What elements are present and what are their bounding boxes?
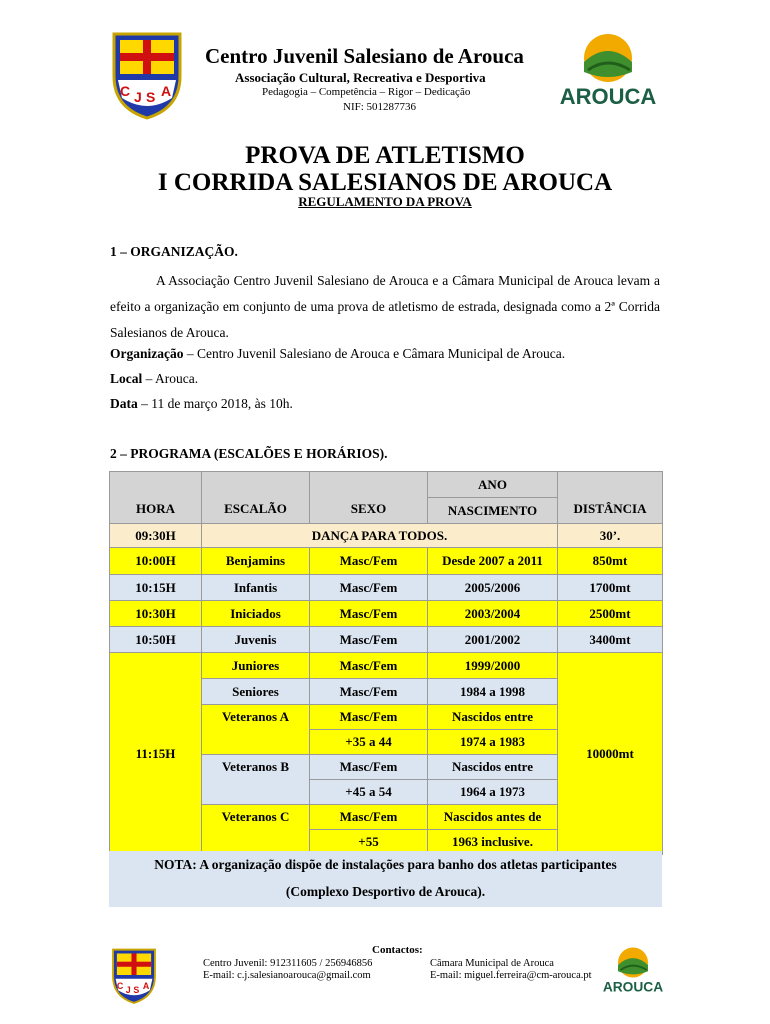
vetB-sexo1: Masc/Fem <box>310 755 428 780</box>
cjsa-crest-logo <box>106 28 188 120</box>
cell-ano: 2003/2004 <box>428 601 558 627</box>
vetA-ano2: 1974 a 1983 <box>428 730 558 755</box>
svg-text:J: J <box>125 984 131 995</box>
org-value: – Centro Juvenil Salesiano de Arouca e Câmara Municipal de Arouca. <box>183 346 566 361</box>
header-distancia: DISTÂNCIA <box>558 472 663 524</box>
cell-ano: 2001/2002 <box>428 627 558 653</box>
note-line1: NOTA: A organização dispõe de instalações para banho dos atletas participantes <box>154 857 617 872</box>
table-row <box>110 601 663 627</box>
arouca-footer-logo <box>598 944 668 996</box>
footer-contacts-label: Contactos: <box>372 944 423 956</box>
section2-heading: 2 – PROGRAMA (ESCALÕES E HORÁRIOS). <box>110 446 388 461</box>
footer-cm-name: Câmara Municipal de Arouca <box>430 958 554 969</box>
doc-title-line1: PROVA DE ATLETISMO <box>245 142 525 169</box>
header-sexo: SEXO <box>310 472 428 524</box>
cell-escalao: Iniciados <box>202 601 310 627</box>
seniores-sexo: Masc/Fem <box>310 679 428 705</box>
header-escalao: ESCALÃO <box>202 472 310 524</box>
svg-text:A: A <box>161 83 172 99</box>
vetB-ano2: 1964 a 1973 <box>428 780 558 805</box>
note-line2: (Complexo Desportivo de Arouca). <box>285 884 486 899</box>
svg-text:AROUCA: AROUCA <box>602 979 664 995</box>
svg-text:C: C <box>120 83 131 99</box>
org-title: Centro Juvenil Salesiano de Arouca <box>205 44 524 68</box>
group-hora: 11:15H <box>110 653 202 855</box>
cell-hora: 10:30H <box>110 601 202 627</box>
svg-text:S: S <box>133 984 140 995</box>
date-label: Data <box>110 396 138 411</box>
vetA-escalao: Veteranos A <box>202 705 310 755</box>
svg-text:A: A <box>142 980 150 991</box>
table-row <box>110 548 663 575</box>
header-hora: HORA <box>110 472 202 524</box>
org-subtitle: Associação Cultural, Recreativa e Desportiva <box>235 70 486 85</box>
cell-hora: 10:15H <box>110 575 202 601</box>
juniores-sexo: Masc/Fem <box>310 653 428 679</box>
section1-heading: 1 – ORGANIZAÇÃO. <box>110 244 238 259</box>
row0-hora: 09:30H <box>110 524 202 548</box>
cell-escalao: Juvenis <box>202 627 310 653</box>
cell-dist: 3400mt <box>558 627 663 653</box>
vetA-ano1: Nascidos entre <box>428 705 558 730</box>
footer-cj-phone: Centro Juvenil: 912311605 / 256946856 <box>203 958 373 969</box>
vetC-escalao: Veteranos C <box>202 805 310 855</box>
cell-hora: 10:50H <box>110 627 202 653</box>
row0-desc: DANÇA PARA TODOS. <box>202 524 558 548</box>
cell-sexo: Masc/Fem <box>310 548 428 575</box>
cell-sexo: Masc/Fem <box>310 575 428 601</box>
svg-text:AROUCA: AROUCA <box>559 84 657 109</box>
group-dist: 10000mt <box>558 653 663 855</box>
vetA-sexo2: +35 a 44 <box>310 730 428 755</box>
doc-title-line2: I CORRIDA SALESIANOS DE AROUCA <box>157 169 613 196</box>
cell-dist: 2500mt <box>558 601 663 627</box>
table-row <box>110 627 663 653</box>
local-label: Local <box>110 371 143 386</box>
table-row <box>110 575 663 601</box>
date-line <box>110 396 293 412</box>
seniores-escalao: Seniores <box>202 679 310 705</box>
doc-subtitle: REGULAMENTO DA PROVA <box>298 194 472 209</box>
cell-hora: 10:00H <box>110 548 202 575</box>
vetC-ano2: 1963 inclusive. <box>428 830 558 855</box>
juniores-ano: 1999/2000 <box>428 653 558 679</box>
org-label: Organização <box>110 346 184 361</box>
local-line <box>110 371 198 387</box>
cell-dist: 1700mt <box>558 575 663 601</box>
cjsa-crest-footer-logo <box>108 944 160 1006</box>
vetC-sexo2: +55 <box>310 830 428 855</box>
section1-paragraph: A Associação Centro Juvenil Salesiano de Arouca e a Câmara Municipal de Arouca levam a efeito a organização em conjunto de uma prova de atletismo de estrada, designada como a 2ª Corrida Salesianos de Arouca. <box>110 273 660 340</box>
svg-text:C: C <box>116 980 124 991</box>
vetB-ano1: Nascidos entre <box>428 755 558 780</box>
svg-text:S: S <box>146 89 156 105</box>
org-motto: Pedagogia – Competência – Rigor – Dedicação <box>262 86 471 98</box>
svg-text:J: J <box>134 89 142 105</box>
cell-ano: Desde 2007 a 2011 <box>428 548 558 575</box>
date-value: – 11 de março 2018, às 10h. <box>137 396 293 411</box>
header-nascimento: NASCIMENTO <box>428 498 558 524</box>
vetA-sexo1: Masc/Fem <box>310 705 428 730</box>
footer-cm-email: E-mail: miguel.ferreira@cm-arouca.pt <box>430 970 592 981</box>
vetB-sexo2: +45 a 54 <box>310 780 428 805</box>
vetB-escalao: Veteranos B <box>202 755 310 805</box>
local-value: – Arouca. <box>142 371 199 386</box>
juniores-escalao: Juniores <box>202 653 310 679</box>
cell-ano: 2005/2006 <box>428 575 558 601</box>
cell-sexo: Masc/Fem <box>310 627 428 653</box>
cell-sexo: Masc/Fem <box>310 601 428 627</box>
program-table <box>109 471 663 855</box>
header-ano: ANO <box>428 472 558 498</box>
vetC-sexo1: Masc/Fem <box>310 805 428 830</box>
table-note <box>109 851 662 907</box>
org-line <box>110 346 565 362</box>
cell-escalao: Infantis <box>202 575 310 601</box>
seniores-ano: 1984 a 1998 <box>428 679 558 705</box>
org-nif: NIF: 501287736 <box>343 101 417 113</box>
cell-escalao: Benjamins <box>202 548 310 575</box>
row0-dist: 30’. <box>558 524 663 548</box>
footer-cj-email: E-mail: c.j.salesianoarouca@gmail.com <box>203 970 371 981</box>
arouca-logo <box>552 30 664 110</box>
cell-dist: 850mt <box>558 548 663 575</box>
vetC-ano1: Nascidos antes de <box>428 805 558 830</box>
